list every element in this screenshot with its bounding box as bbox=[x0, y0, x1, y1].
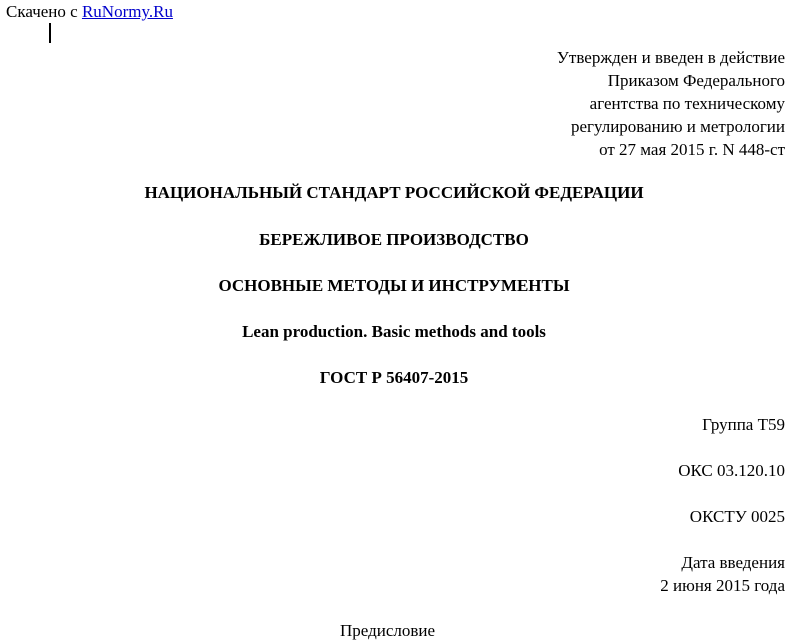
approval-line: Утвержден и введен в действие bbox=[556, 48, 785, 67]
introduction-date-value: 2 июня 2015 года bbox=[660, 576, 785, 595]
english-title: Lean production. Basic methods and tools bbox=[242, 322, 546, 341]
approval-line: Приказом Федерального bbox=[607, 71, 785, 90]
source-line bbox=[6, 2, 173, 22]
approval-line: от 27 мая 2015 г. N 448-ст bbox=[599, 140, 785, 159]
group-code: Группа Т59 bbox=[702, 415, 785, 434]
introduction-date-label: Дата введения bbox=[681, 553, 785, 572]
source-prefix: Скачено с bbox=[6, 2, 82, 21]
approval-block bbox=[557, 46, 785, 161]
text-cursor bbox=[49, 23, 51, 43]
introduction-date-block bbox=[660, 551, 785, 597]
source-link[interactable]: RuNormy.Ru bbox=[81, 2, 173, 21]
oks-code: ОКС 03.120.10 bbox=[678, 461, 785, 480]
okstu-code: ОКСТУ 0025 bbox=[689, 507, 785, 526]
subtitle: ОСНОВНЫЕ МЕТОДЫ И ИНСТРУМЕНТЫ bbox=[218, 276, 570, 295]
foreword-heading: Предисловие bbox=[340, 621, 436, 640]
approval-line: регулированию и метрологии bbox=[570, 117, 785, 136]
standard-designation: ГОСТ Р 56407-2015 bbox=[319, 368, 469, 387]
standard-type-heading: НАЦИОНАЛЬНЫЙ СТАНДАРТ РОССИЙСКОЙ ФЕДЕРАЦИИ bbox=[144, 183, 644, 202]
approval-line: агентства по техническому bbox=[589, 94, 785, 113]
main-title: БЕРЕЖЛИВОЕ ПРОИЗВОДСТВО bbox=[259, 230, 529, 249]
